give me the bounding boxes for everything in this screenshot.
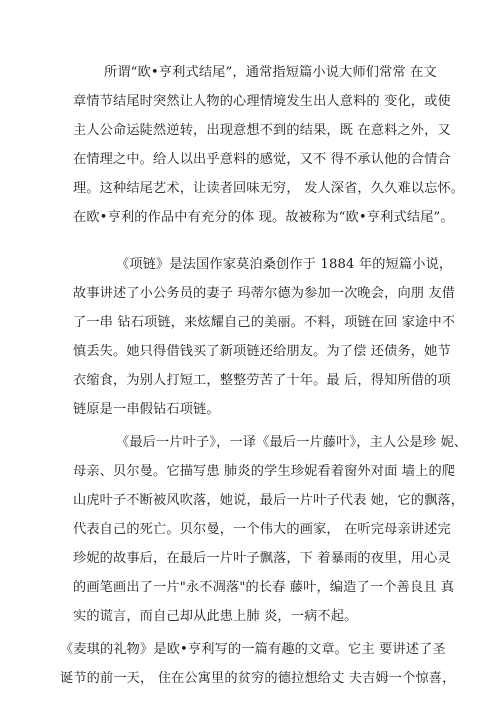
paragraph-1-line-1: 所谓“欧•亨利式结尾”，通常指短篇小说大师们常常 在文 bbox=[104, 65, 437, 80]
paragraph-1-line-2: 章情节结尾时突然让人物的心理情境发生出人意料的 变化，或使 bbox=[73, 94, 451, 109]
paragraph-3-line-5: 珍妮的故事后，在最后一片叶子飘落，下 着暴雨的夜里，用心灵 bbox=[73, 551, 451, 566]
paragraph-3-line-6: 的画笔画出了一片"永不凋落"的长春 藤叶，编造了一个善良且 真 bbox=[73, 580, 455, 595]
paragraph-4-line-2: 诞节的前一天， 住在公寓里的贫穷的德拉想给丈 夫吉姆一个惊喜， bbox=[60, 671, 456, 686]
paragraph-2-line-1: 《项链》是法国作家莫泊桑创作于 1884 年的短篇小说， bbox=[116, 257, 453, 272]
paragraph-1-line-6: 在欧•亨利的作品中有充分的体 现。故被称为“欧•亨利式结尾”。 bbox=[73, 210, 454, 225]
paragraph-1-line-4: 在情理之中。给人以出乎意料的感觉，又不 得不承认他的合情合 bbox=[73, 152, 451, 167]
paragraph-4-line-1: 《麦琪的礼物》是欧•亨利写的一篇有趣的文章。它主 要讲述了圣 bbox=[60, 642, 446, 657]
paragraph-3-line-1: 《最后一片叶子》，一译《最后一片藤叶》，主人公是珍 妮、 bbox=[116, 435, 468, 450]
paragraph-3-line-4: 代表自己的死亡。贝尔曼，一个伟大的画家， 在听完母亲讲述完 bbox=[73, 522, 451, 537]
paragraph-2-line-4: 慎丢失。她只得借钱买了新项链还给朋友。为了偿 还债务，她节 bbox=[73, 344, 451, 359]
paragraph-1-line-5: 理。这种结尾艺术，让读者回味无穷， 发人深省，久久难以忘怀。 bbox=[73, 181, 465, 196]
paragraph-2-line-3: 了一串 钻石项链，来炫耀自己的美丽。不料，项链在回 家途中不 bbox=[73, 315, 456, 330]
paragraph-2-line-5: 衣缩食，为别人打短工，整整劳苦了十年。最 后，得知所借的项 bbox=[73, 373, 451, 388]
paragraph-2-line-6: 链原是一串假钻石项链。 bbox=[73, 402, 220, 417]
paragraph-3-line-7: 实的谎言，而自己却从此患上肺 炎，一病不起。 bbox=[73, 609, 358, 624]
paragraph-3-line-2: 母亲、贝尔曼。它描写患 肺炎的学生珍妮看着窗外对面 墙上的爬 bbox=[73, 464, 456, 479]
paragraph-2-line-2: 故事讲述了小公务员的妻子 玛蒂尔德为参加一次晚会，向朋 友借 bbox=[73, 286, 456, 301]
paragraph-3-line-3: 山虎叶子不断被风吹落，她说，最后一片叶子代表 她，它的飘落， bbox=[73, 493, 465, 508]
paragraph-1-line-3: 主人公命运陡然逆转，出现意想不到的结果，既 在意料之外，又 bbox=[73, 123, 451, 138]
